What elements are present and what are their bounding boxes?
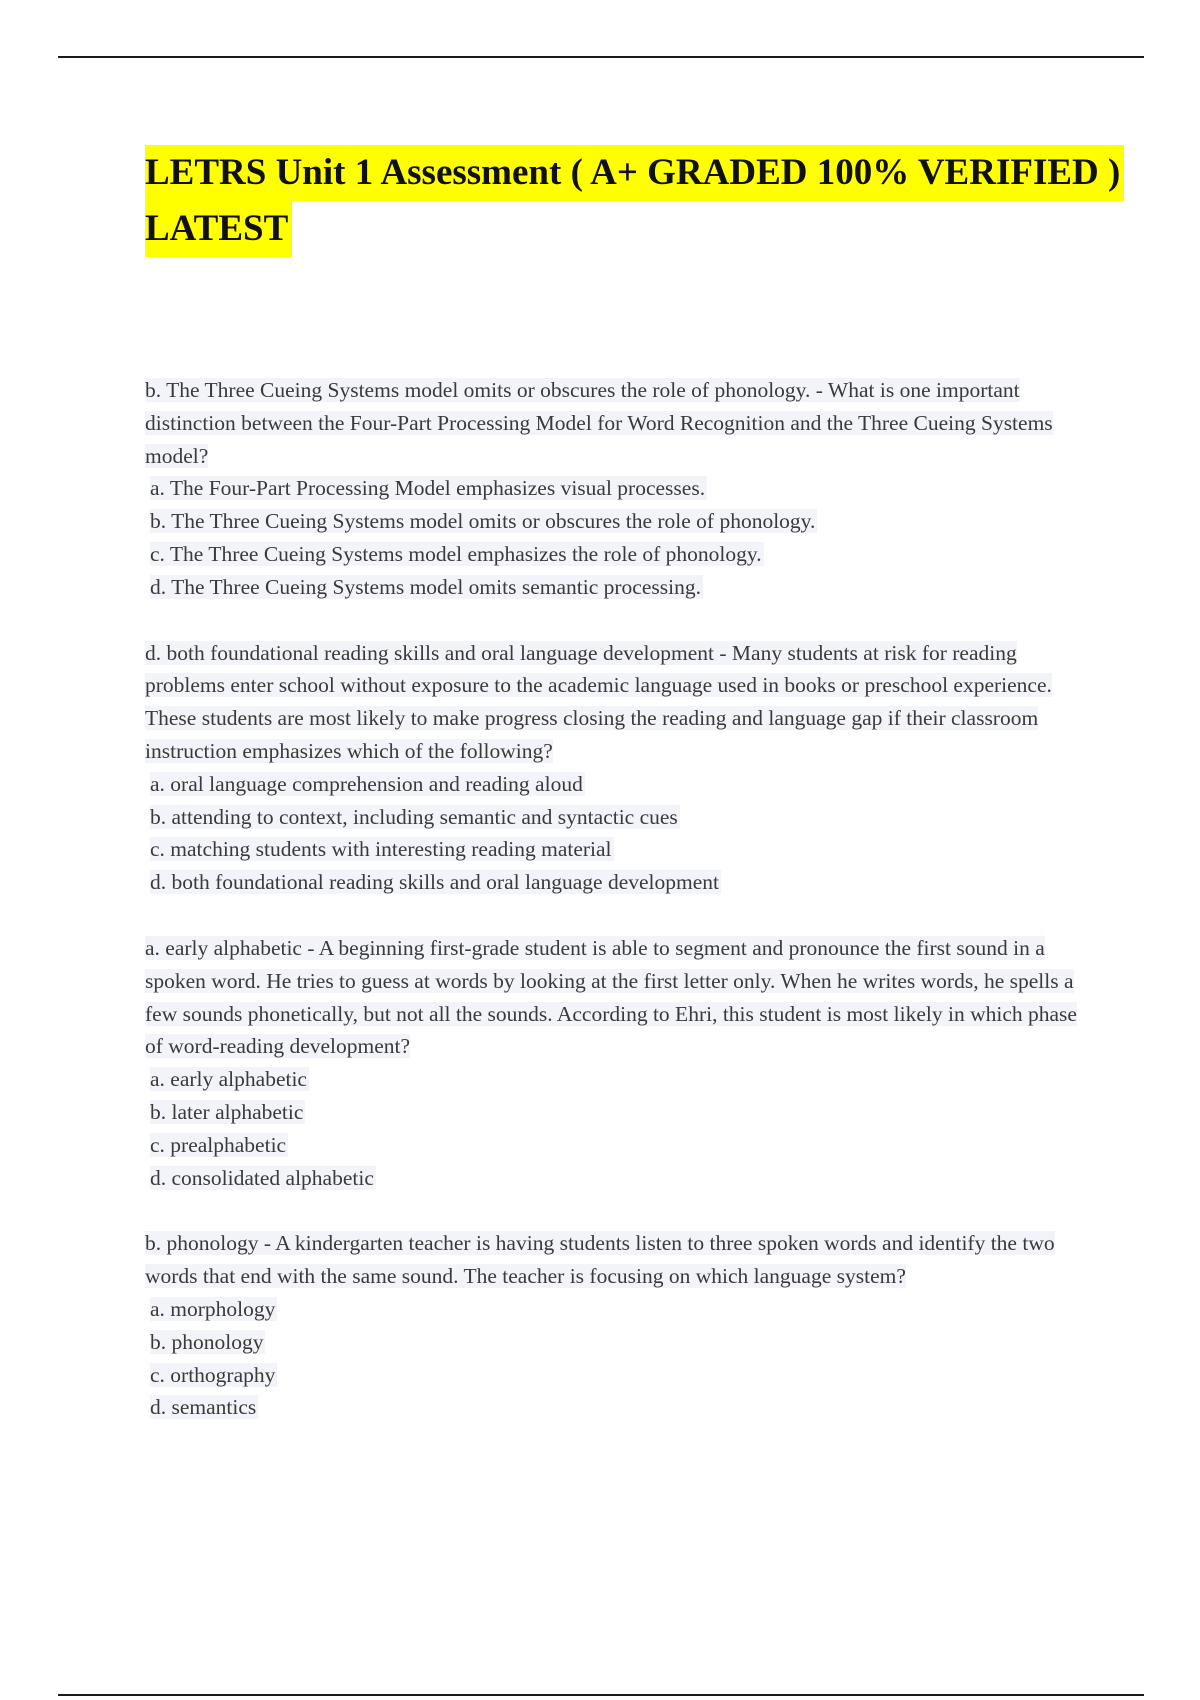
option-c: c. matching students with interesting reading material [150,837,612,862]
document-title [145,145,1121,257]
option-d: d. consolidated alphabetic [150,1165,374,1190]
option-b: b. The Three Cueing Systems model omits or obscures the role of phonology. [150,509,816,534]
question-text: b. phonology - A kindergarten teacher is having students listen to three spoken words and identify the two words that end with the same sound. The teacher is focusing on which language system? [145,1231,1055,1289]
option-a: a. morphology [150,1296,276,1321]
option-d: d. semantics [150,1395,257,1420]
question-text: b. The Three Cueing Systems model omits or obscures the role of phonology. - What is one important distinction between the Four-Part Processing Model for Word Recognition and the Three Cueing Systems model? [145,378,1053,468]
question-block-3 [145,932,1095,1194]
option-c: c. orthography [150,1362,276,1387]
option-d: d. The Three Cueing Systems model omits semantic processing. [150,574,701,599]
option-b: b. phonology [150,1329,264,1354]
title-line-1: LETRS Unit 1 Assessment ( A+ GRADED 100% VERIFIED ) [145,145,1124,201]
question-list [145,374,1095,1457]
option-a: a. The Four-Part Processing Model emphasizes visual processes. [150,476,706,501]
bottom-rule [58,1694,1144,1696]
question-block-4 [145,1227,1095,1424]
option-b: b. later alphabetic [150,1099,304,1124]
top-rule [58,56,1144,58]
question-block-1 [145,374,1095,604]
option-c: c. The Three Cueing Systems model emphasizes the role of phonology. [150,541,762,566]
option-c: c. prealphabetic [150,1132,287,1157]
option-d: d. both foundational reading skills and oral language development [150,870,720,895]
option-a: a. oral language comprehension and reading aloud [150,771,583,796]
question-block-2 [145,637,1095,899]
question-text: d. both foundational reading skills and oral language development - Many students at risk for reading problems enter school without exposure to the academic language used in books or preschool experience. These students are most likely to make progress closing the reading and language gap if their classroom instruction emphasizes which of the following? [145,640,1052,763]
option-b: b. attending to context, including semantic and syntactic cues [150,804,678,829]
title-line-2: LATEST [145,201,292,257]
question-text: a. early alphabetic - A beginning first-grade student is able to segment and pronounce the first sound in a spoken word. He tries to guess at words by looking at the first letter only. When he writes words, he spells a few sounds phonetically, but not all the sounds. According to Ehri, this student is most likely in which phase of word-reading development? [145,935,1077,1059]
option-a: a. early alphabetic [150,1067,307,1092]
